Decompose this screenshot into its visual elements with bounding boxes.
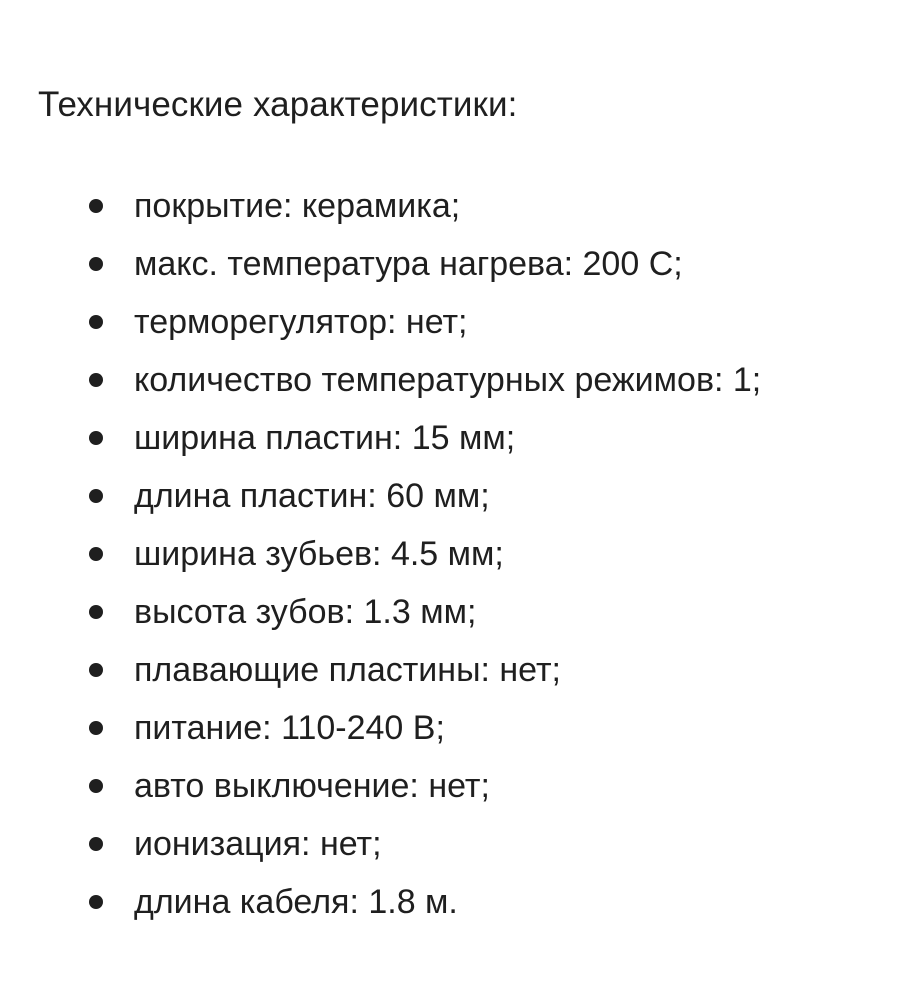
spec-item-teeth-height	[0, 583, 761, 641]
spec-text: ширина пластин: 15 мм;	[134, 419, 516, 457]
spec-text: ионизация: нет;	[134, 825, 382, 863]
spec-text: авто выключение: нет;	[134, 767, 490, 805]
spec-item-floating-plates	[0, 641, 761, 699]
spec-text: количество температурных режимов: 1;	[134, 361, 762, 399]
spec-item-thermostat	[0, 293, 761, 351]
spec-text: длина кабеля: 1.8 м.	[134, 883, 458, 921]
bullet-icon	[89, 199, 103, 213]
spec-text: макс. температура нагрева: 200 С;	[134, 245, 683, 283]
spec-text: терморегулятор: нет;	[134, 303, 468, 341]
bullet-icon	[89, 721, 103, 735]
spec-item-auto-off	[0, 757, 761, 815]
spec-item-cable-length	[0, 873, 761, 931]
spec-text: покрытие: керамика;	[134, 187, 461, 225]
spec-text: плавающие пластины: нет;	[134, 651, 561, 689]
spec-item-plate-length	[0, 467, 761, 525]
spec-text: длина пластин: 60 мм;	[134, 477, 490, 515]
spec-text: высота зубов: 1.3 мм;	[134, 593, 477, 631]
spec-item-max-temperature	[0, 235, 761, 293]
bullet-icon	[89, 257, 103, 271]
bullet-icon	[89, 779, 103, 793]
spec-item-coating	[0, 177, 761, 235]
spec-item-temperature-modes	[0, 351, 761, 409]
spec-text: питание: 110-240 В;	[134, 709, 445, 747]
bullet-icon	[89, 373, 103, 387]
bullet-icon	[89, 605, 103, 619]
bullet-icon	[89, 837, 103, 851]
bullet-icon	[89, 489, 103, 503]
spec-item-ionization	[0, 815, 761, 873]
spec-item-teeth-width	[0, 525, 761, 583]
bullet-icon	[89, 663, 103, 677]
bullet-icon	[89, 431, 103, 445]
bullet-icon	[89, 315, 103, 329]
spec-item-power	[0, 699, 761, 757]
spec-item-plate-width	[0, 409, 761, 467]
bullet-icon	[89, 547, 103, 561]
spec-text: ширина зубьев: 4.5 мм;	[134, 535, 504, 573]
specifications-heading: Технические характеристики:	[38, 85, 518, 124]
specifications-list	[0, 177, 761, 931]
bullet-icon	[89, 895, 103, 909]
